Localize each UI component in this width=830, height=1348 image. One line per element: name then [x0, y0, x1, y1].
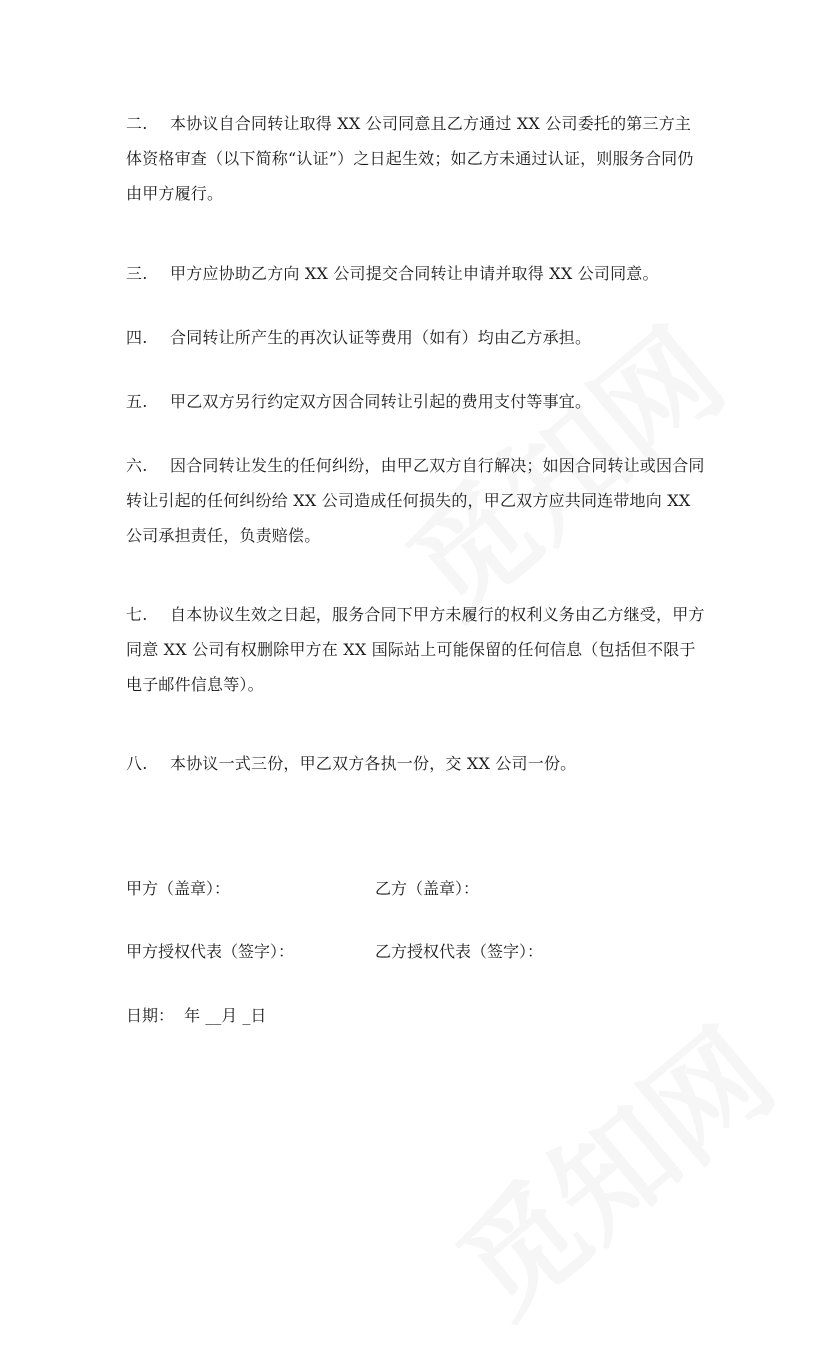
clause-text: 自本协议生效之日起，服务合同下甲方未履行的权利义务由乙方继受，甲方同意 XX 公司有权删除甲方在 XX 国际站上可能保留的任何信息（包括但不限于电子邮件信息等）。 — [126, 605, 705, 694]
clause-7 — [126, 597, 706, 702]
clause-text: 甲乙双方另行约定双方因合同转让引起的费用支付等事宜。 — [170, 392, 592, 411]
clause-6 — [126, 448, 706, 553]
clause-3 — [126, 256, 706, 291]
party-b-seal-label: 乙方（盖章）： — [375, 879, 480, 898]
date-line: 日期： 年 __月 _日 — [126, 1006, 267, 1025]
clause-number: 八. — [126, 754, 148, 773]
clause-5 — [126, 384, 706, 419]
clause-number: 二. — [126, 114, 148, 133]
clause-text: 合同转让所产生的再次认证等费用（如有）均由乙方承担。 — [170, 328, 592, 347]
party-b-representative-label: 乙方授权代表（签字）： — [375, 942, 544, 961]
clause-8 — [126, 746, 706, 781]
clause-number: 四. — [126, 328, 148, 347]
clause-number: 五. — [126, 392, 148, 411]
clause-text: 本协议自合同转让取得 XX 公司同意且乙方通过 XX 公司委托的第三方主体资格审查（以下简称“认证”）之日起生效；如乙方未通过认证，则服务合同仍由甲方履行。 — [126, 114, 694, 203]
clause-4 — [126, 320, 706, 355]
clause-text: 因合同转让发生的任何纠纷，由甲乙双方自行解决；如因合同转让或因合同转让引起的任何纠纷给 XX 公司造成任何损失的，甲乙双方应共同连带地向 XX 公司承担责任，负责赔偿。 — [126, 456, 705, 545]
clause-2 — [126, 106, 706, 211]
party-a-seal-label: 甲方（盖章）： — [126, 879, 231, 898]
clause-number: 六. — [126, 456, 148, 475]
clause-text: 甲方应协助乙方向 XX 公司提交合同转让申请并取得 XX 公司同意。 — [170, 264, 659, 283]
watermark — [417, 984, 803, 1347]
clause-number: 三. — [126, 264, 148, 283]
clause-text: 本协议一式三份，甲乙双方各执一份，交 XX 公司一份。 — [170, 754, 577, 773]
party-a-representative-label: 甲方授权代表（签字）： — [126, 942, 295, 961]
clause-number: 七. — [126, 605, 148, 624]
